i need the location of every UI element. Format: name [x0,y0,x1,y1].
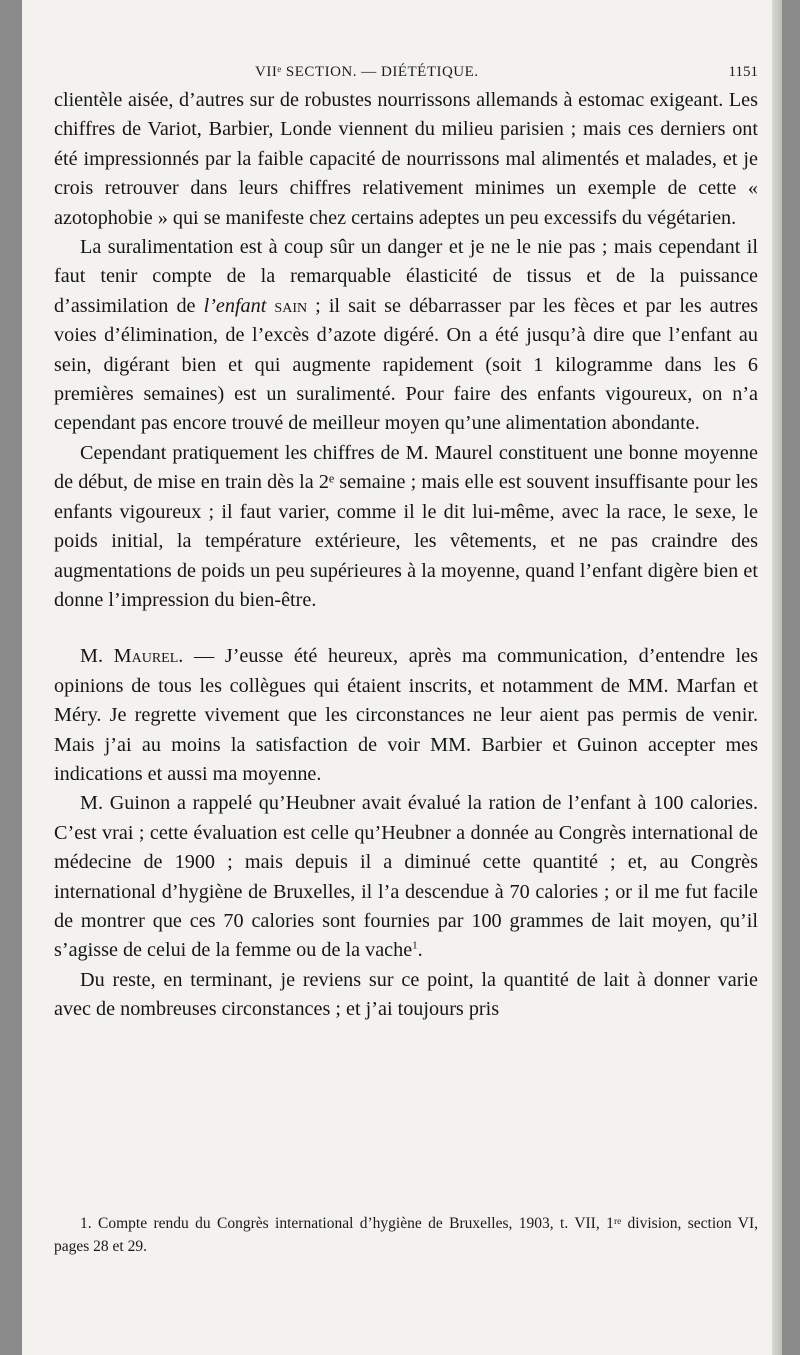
paragraph-last: Du reste, en terminant, je reviens sur ce point, la quantité de lait à donner varie avec de nombreuses circonstances ; et j’ai toujours pris [54,968,758,1021]
speech-text: . — J’eusse été heureux, après ma communication, d’entendre les opinions de tous les collègues qui étaient inscrits, et notamment de MM. Marfan et Méry. Je regrette vivement que les circonstances ne leur aient pas permis de venir. Mais j’ai au moins la satisfaction de voir MM. Barbier et Guinon accepter mes indications et aussi ma moyenne. [54,645,758,785]
paragraph-end: . [417,939,423,962]
footnote-reference: 1 [412,939,418,952]
small-caps-sain: sain [274,294,308,317]
footnote: 1. Compte rendu du Congrès international d’hygiène de Bruxelles, 1903, t. VII, 1ʳᵉ division, section VI, pages 28 et 29. [54,1215,758,1255]
page-body [54,86,758,1025]
paragraph-text: M. Guinon a rappelé qu’Heubner avait évalué la ration de l’enfant à 100 calories. C’est vrai ; cette évaluation est celle qu’Heubner a donnée au Congrès international de médecine de 1900 ; mais depuis il a diminué cette quantité ; et, au Congrès international d’hygiène de Bruxelles, il l’a descendue à 70 calories ; or il me fut facile de montrer que ces 70 calories sont fournies par 100 grammes de lait moyen, qu’il s’agisse de celui de la femme ou de la vache [54,792,758,962]
paragraph-speech [54,642,758,789]
speaker-name: Maurel [113,645,179,668]
page-number: 1151 [728,64,758,80]
running-title: VIIᵉ SECTION. — DIÉTÉTIQUE. [255,64,479,80]
paragraph-text: ; il sait se débarrasser par les fèces et par les autres voies d’élimination, de l’excès d’azote digéré. On a été jusqu’à dire que l’enfant au sein, digérant bien et qui augmente rapidement (soit 1 kilogramme dans les 6 premières semaines) est un suralimenté. Pour faire des enfants vigoureux, on n’a cependant pas encore trouvé de meilleur moyen qu’une alimentation abondante. [54,294,759,435]
book-page [22,0,782,1355]
page-edge [772,0,782,1355]
paragraph-suralimentation [54,233,758,439]
emphasis-enfant: l’enfant [203,294,267,317]
footnotes [54,1212,758,1258]
paragraph-guinon [54,789,758,965]
paragraph-text: La suralimentation est à coup sûr un danger et je ne le nie pas ; mais cependant il faut tenir compte de la remarquable élasticité de tissus et de la puissance d’assimilation de [54,236,758,317]
paragraph-continued: clientèle aisée, d’autres sur de robustes nourrissons allemands à estomac exigeant. Les chiffres de Variot, Barbier, Londe viennent du milieu parisien ; mais ces derniers ont été impressionnés par la faible capacité de nourrissons mal alimentés et malades, et je crois retrouver dans leurs chiffres relativement minimes un exemple de cette « azotophobie » qui se manifeste chez certains adeptes un peu excessifs du végétarien. [54,89,758,229]
paragraph-maurel-figures: Cependant pratiquement les chiffres de M. Maurel constituent une bonne moyenne de début, de mise en train dès la 2ᵉ semaine ; mais elle est souvent insuffisante pour les enfants vigoureux ; il faut varier, comme il le dit lui-même, avec la race, le sexe, le poids initial, la température extérieure, les vêtements, et ne pas craindre des augmentations de poids un peu supérieures à la moyenne, quand l’enfant digère bien et donne l’impression du bien-être. [54,441,758,611]
speaker-prefix: M. [80,645,114,668]
running-head [22,64,782,86]
